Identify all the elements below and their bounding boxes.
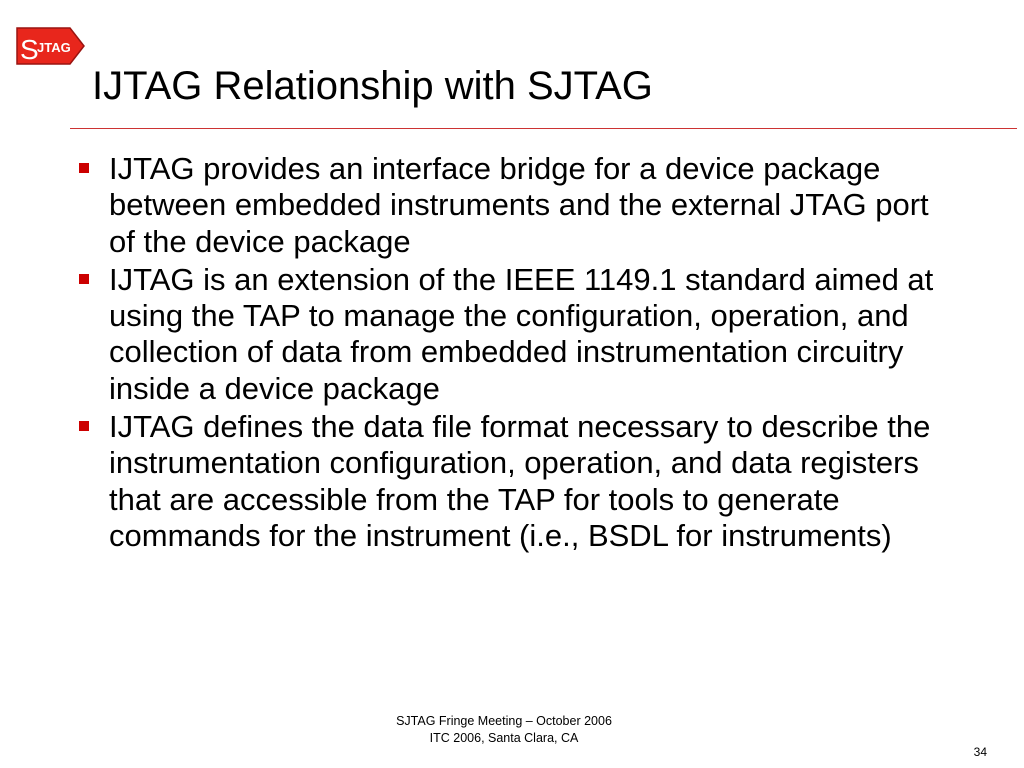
footer-location: ITC 2006, Santa Clara, CA: [429, 731, 579, 745]
slide-title: IJTAG Relationship with SJTAG: [92, 64, 653, 108]
slide-footer: [0, 713, 1008, 747]
square-bullet-icon: [79, 274, 89, 284]
page-number: 34: [973, 745, 987, 759]
logo-letter-s: S: [20, 34, 39, 65]
title-divider: [70, 128, 1017, 129]
square-bullet-icon: [79, 163, 89, 173]
bullet-list: [79, 151, 959, 556]
bullet-item: [79, 151, 959, 260]
footer-event: SJTAG Fringe Meeting – October 2006: [396, 714, 612, 728]
square-bullet-icon: [79, 421, 89, 431]
bullet-text: IJTAG provides an interface bridge for a device package between embedded instruments and the external JTAG port of the device package: [109, 151, 929, 259]
bullet-item: [79, 409, 959, 554]
bullet-text: IJTAG defines the data file format necessary to describe the instrumentation configuration, operation, and data registers that are accessible from the TAP for tools to generate commands for the instrument (i.e., BSDL for instruments): [109, 409, 931, 553]
bullet-item: [79, 262, 959, 407]
logo-letters-jtag: JTAG: [37, 40, 71, 55]
bullet-text: IJTAG is an extension of the IEEE 1149.1 standard aimed at using the TAP to manage the configuration, operation, and collection of data from embedded instrumentation circuitry inside a device package: [109, 261, 934, 406]
sjtag-logo: [14, 24, 86, 68]
